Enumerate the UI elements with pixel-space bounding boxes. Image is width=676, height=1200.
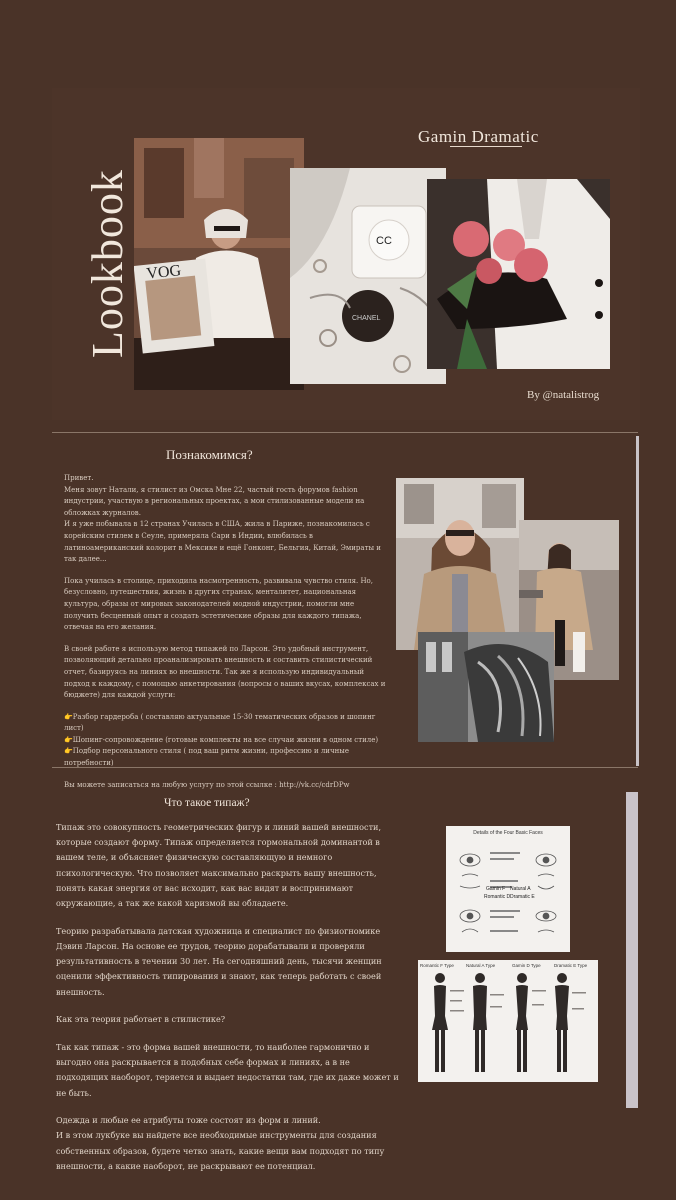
faces-label: Dramatic E [510,894,535,900]
typage-paragraph: Так как типаж - это форма вашей внешности, то наиболее гармонично и выгодно она раскрывается в подобных себе формах и линиях, а в не подходящих наоборот, теряется и выдает недостатки там, где их даже может и не быть. [56,1041,399,1098]
typage-paragraph: Одежда и любые ее атрибуты тоже состоят из форм и линий. И в этом лукбуке вы найдете все необходимые инструменты для создания собственных образов, будете четко знать, какие вещи вам подходят по типу внешности, а какие наоборот, не раскрывают ее потенциал. [56,1115,385,1171]
intro-paragraph: Пока училась в столице, приходила насмотренность, развивала чувство стиля. Но, безусловно, путешествия, жизнь в других странах, менталитет, национальная культура, образы от мировых законодателей модной индустрии, помогли мне получить бесценный опыт и создать эстетические образы для каждого типажа, отвечая на его желания. [64,576,373,632]
typage-paragraph: Теорию разрабатывала датская художница и специалист по физиогномике Дэвин Ларсон. На основе ее трудов, теорию дорабатывали и проверяли результативность в течении 30 лет. На сегодняшний день, тысячи женщин оценили эффективность типирования и знают, как теперь работать с своей внешность. [56,925,382,997]
faces-label: Natural A [510,886,531,892]
typage-paragraph: Типаж это совокупность геометрических фигур и линий вашей внешности, которые создают форму. Типаж определяется гормональной доминантой в вашем теле, и объясняет физическую составляющую и немного психологическую. Что позволяет максимально раскрыть вашу внешность, понять какая энергия от вас исходит, как вас видят и воспринимают окружающие, а так же какой харизмой вы обладаете. [56,822,382,909]
photo-hair-closeup [418,632,554,742]
intro-text [64,473,386,801]
photo-woman-reading-magazine [134,138,304,390]
photo-cosmetics-flatlay [290,168,446,384]
typage-question: Как эта теория работает в стилистике? [56,1014,226,1025]
intro-greeting: Привет. [64,474,94,482]
author-byline: By @natalistrog [527,389,600,401]
faces-label: Gamin F [486,886,506,892]
body-type-label: Dramatic E Type [554,963,588,968]
faces-label: Romantic D [484,894,511,900]
body-types-diagram [418,960,598,1082]
svg-text:CHANEL: CHANEL [352,315,381,322]
service-item: 👉Разбор гардероба ( составляю актуальные 15-30 тематических образов и шопинг лист) [64,712,376,733]
title-underline [450,146,522,147]
lookbook-vertical-title: Lookbook [83,169,132,358]
typage-heading: Что такое типаж? [164,797,250,809]
photo-roses-gloves [427,179,610,369]
cover-title: Gamin Dramatic [418,127,539,146]
typage-text [56,820,400,1187]
photo-woman-sunglasses [396,478,524,650]
contact-link[interactable]: Вы можете записаться на любую услугу по этой ссылке : http://vk.cc/cdrDPw [64,780,350,789]
intro-paragraph: И я уже побывала в 12 странах Училась в США, жила в Париже, познакомилась с корейским стилем в Сеуле, примеряла Сари в Индии, влюбилась в латиноамериканский колорит в Мексике и ещё Гонконг, Бельгия, Китай, Эмираты и так далее... [64,520,381,564]
service-item: 👉Подбор персонального стиля ( под ваш ритм жизни, профессию и личные потребности) [64,747,349,768]
intro-side-rule [636,436,639,766]
typage-side-rule [626,792,638,1108]
body-type-label: Romantic F Type [420,963,454,968]
faces-diagram [446,826,570,952]
service-item: 👉Шопинг-сопровождение (готовые комплекты на все случаи жизни в одном стиле) [64,735,379,744]
intro-heading: Познакомимся? [166,447,253,462]
svg-text:CC: CC [376,235,392,247]
faces-diagram-title: Details of the Four Basic Faces [473,830,543,836]
svg-text:VOG: VOG [145,262,182,283]
intro-paragraph: В своей работе я использую метод типажей по Ларсон. Это удобный инструмент, позволяющий детально проанализировать внешность и составить стилистический отчет, базируясь на линиях во внешности. Так же я использую индивидуальный подход к каждому, с помощью анкетирования (вопросы о ваших вкусах, комплексах и бюджете) для каждой услуги: [64,644,386,700]
body-type-label: Gamin D Type [512,963,541,968]
intro-paragraph: Меня зовут Натали, я стилист из Омска Мне 22, частый гость форумов fashion индустрии, участвую в региональных проектах, а мои стилизованные модели на обложках журналов. [64,485,365,517]
body-type-label: Natural A Type [466,963,496,968]
